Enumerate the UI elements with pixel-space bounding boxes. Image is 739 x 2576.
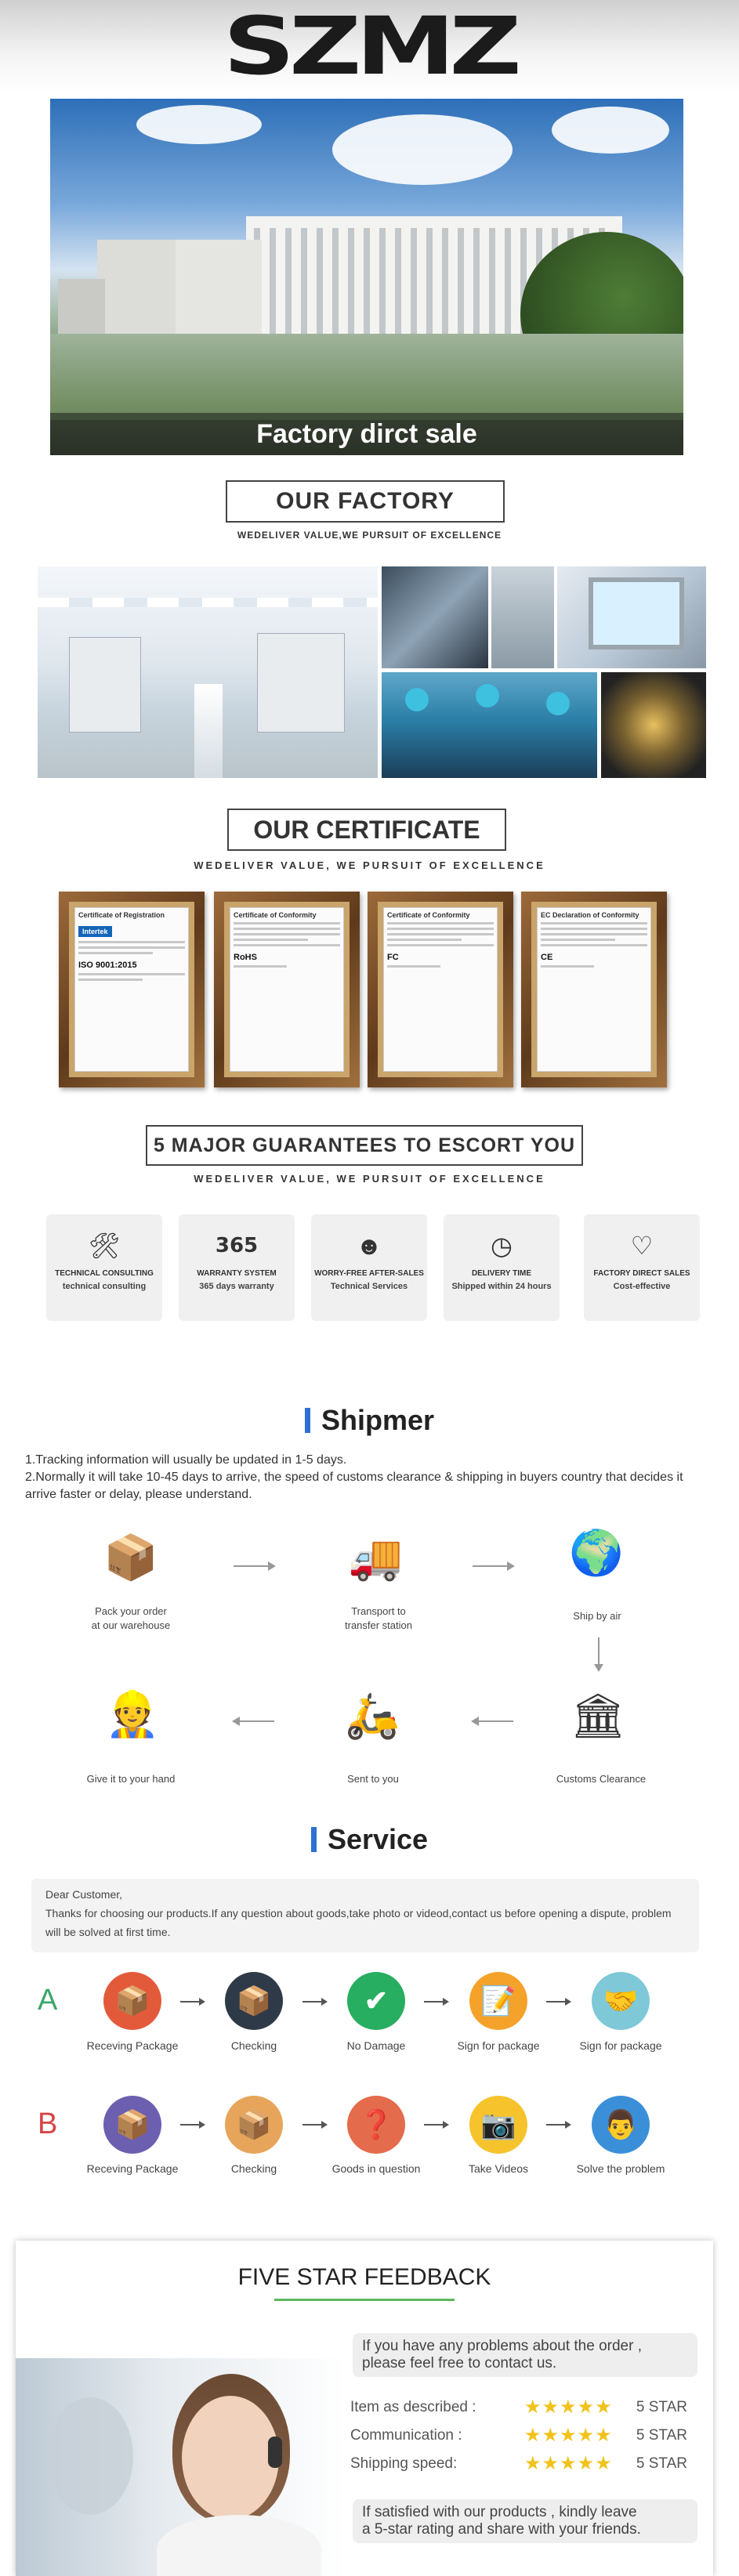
factory-photo-workers xyxy=(382,672,597,778)
shipment-note-1: 1.Tracking information will usually be updated in 1-5 days. xyxy=(25,1453,347,1467)
guarantees-title: 5 MAJOR GUARANTEES TO ESCORT YOU xyxy=(146,1125,583,1166)
service-title: Service xyxy=(327,1823,429,1855)
delivery-clock-icon: ◷ xyxy=(491,1232,513,1260)
arrow-left-icon xyxy=(473,1720,513,1722)
guarantee-detail: Cost-effective xyxy=(613,1282,671,1291)
certificate-frame-fcc xyxy=(368,892,513,1087)
arrow-right-icon xyxy=(473,1565,513,1567)
factory-photo-floor xyxy=(38,566,378,778)
rating-value: 5 STAR xyxy=(636,2455,687,2472)
factory-subtitle: WEDELIVER VALUE,WE PURSUIT OF EXCELLENCE xyxy=(237,530,502,541)
guarantee-heading: WARRANTY SYSTEM xyxy=(197,1269,277,1278)
arrow-right-icon xyxy=(234,1565,274,1567)
certificate-code: ISO 9001:2015 xyxy=(78,961,137,970)
guarantee-detail: 365 days warranty xyxy=(199,1282,274,1291)
header-banner xyxy=(0,0,739,92)
service-step-label: Receving Package xyxy=(86,2162,179,2175)
certificate-heading: Certificate of Conformity xyxy=(234,911,317,919)
rohs-mark: RoHS xyxy=(234,953,257,962)
arrow-right-icon xyxy=(302,2124,326,2126)
feedback-title: FIVE STAR FEEDBACK xyxy=(237,2264,491,2290)
ce-mark: CE xyxy=(541,953,553,962)
arrow-right-icon xyxy=(180,2001,204,2003)
guarantee-detail: Technical Services xyxy=(330,1282,408,1291)
rating-label: Item as described : xyxy=(350,2399,476,2415)
arrow-right-icon xyxy=(180,2124,204,2126)
intertek-logo: Intertek xyxy=(78,926,112,937)
courier-box-icon: 👷 xyxy=(105,1689,160,1738)
certificate-frame-rohs xyxy=(214,892,360,1087)
arrow-right-icon xyxy=(302,2001,326,2003)
service-greeting: Dear Customer, xyxy=(45,1888,123,1901)
service-message: Thanks for choosing our products.If any question about goods,take photo or videod,contact us before opening a dispute, problem will be solved at first time. xyxy=(45,1907,672,1938)
guarantee-card-delivery xyxy=(444,1214,560,1321)
rating-value: 5 STAR xyxy=(636,2427,687,2444)
number-icon: 365 xyxy=(215,1234,259,1257)
feedback-panel xyxy=(16,2241,713,2576)
certificate-heading: EC Declaration of Conformity xyxy=(541,911,639,919)
arrow-right-icon xyxy=(424,2124,447,2126)
service-step-label: Take Videos xyxy=(468,2162,528,2175)
fcc-mark: FC xyxy=(387,953,399,962)
guarantee-detail: Shipped within 24 hours xyxy=(451,1282,552,1291)
open-box-icon: 📦 xyxy=(225,1972,283,2030)
shipment-step-hand xyxy=(53,1772,209,1786)
certificate-title: OUR CERTIFICATE xyxy=(227,809,506,851)
support-person-icon: 👨 xyxy=(592,2096,650,2154)
package-icon: 📦 xyxy=(103,1532,158,1582)
star-rating-icon: ★★★★★ xyxy=(524,2425,613,2446)
guarantee-detail: technical consulting xyxy=(62,1282,147,1291)
question-box-icon: ❓ xyxy=(347,2096,405,2154)
factory-photo-components xyxy=(601,672,706,778)
arrow-right-icon xyxy=(424,2001,447,2003)
step-label: Give it to your hand xyxy=(86,1773,176,1785)
handshake-heart-icon: ♡ xyxy=(630,1232,654,1260)
service-step-label: Checking xyxy=(230,2162,277,2175)
row-b-label: B xyxy=(38,2107,58,2140)
shipment-step-pack xyxy=(53,1605,209,1633)
arrow-right-icon xyxy=(546,2124,570,2126)
rating-value: 5 STAR xyxy=(636,2399,687,2415)
globe-plane-icon: 🌍 xyxy=(569,1528,624,1577)
shipment-heading xyxy=(0,1404,739,1437)
box-icon: 📦 xyxy=(103,2096,161,2154)
delivery-scooter-icon: 🛵 xyxy=(345,1691,400,1740)
feedback-underline xyxy=(274,2299,455,2301)
step-label: Pack your order at our warehouse xyxy=(91,1605,171,1631)
row-a-label: A xyxy=(38,1984,58,2017)
shipment-title: Shipmer xyxy=(321,1404,435,1436)
certificate-frame-registration xyxy=(59,892,205,1087)
service-step-label: No Damage xyxy=(346,2039,406,2052)
open-box-icon: 📦 xyxy=(225,2096,283,2154)
rating-label: Communication : xyxy=(350,2427,462,2444)
service-step-label: Goods in question xyxy=(331,2162,421,2175)
tools-icon: 🛠 xyxy=(88,1232,121,1260)
support-agent-photo xyxy=(16,2358,345,2576)
step-label: Sent to you xyxy=(347,1773,399,1785)
shipment-step-transport xyxy=(300,1605,457,1633)
factory-hero-image xyxy=(50,99,683,455)
star-rating-icon: ★★★★★ xyxy=(524,2453,613,2474)
shipment-step-air xyxy=(519,1609,676,1623)
rating-row-item xyxy=(350,2396,695,2419)
customs-building-icon: 🏛 xyxy=(570,1691,626,1740)
step-label: Ship by air xyxy=(573,1610,621,1622)
rating-row-communication xyxy=(350,2424,695,2448)
guarantee-card-technical xyxy=(46,1214,162,1321)
certificate-subtitle: WEDELIVER VALUE, WE PURSUIT OF EXCELLENCE xyxy=(194,859,545,871)
arrow-left-icon xyxy=(234,1720,274,1722)
service-message-box xyxy=(31,1879,699,1952)
factory-photo-machines xyxy=(382,566,488,668)
step-label: Customs Clearance xyxy=(556,1773,647,1785)
certificate-frame-ce xyxy=(521,892,667,1087)
service-step-label: Checking xyxy=(230,2039,277,2052)
guarantee-heading: DELIVERY TIME xyxy=(471,1269,532,1278)
star-rating-icon: ★★★★★ xyxy=(524,2397,613,2418)
shipment-step-customs xyxy=(523,1772,679,1786)
certificate-heading: Certificate of Conformity xyxy=(387,911,470,919)
arrow-right-icon xyxy=(546,2001,570,2003)
guarantee-heading: FACTORY DIRECT SALES xyxy=(593,1269,690,1278)
factory-photo-operator xyxy=(491,566,554,668)
factory-photo-screen xyxy=(557,566,706,668)
guarantee-card-direct-sales xyxy=(584,1214,700,1321)
rating-label: Shipping speed: xyxy=(350,2455,458,2472)
guarantee-heading: TECHNICAL CONSULTING xyxy=(55,1269,154,1278)
hero-caption: Factory dirct sale xyxy=(50,413,683,455)
rating-row-shipping xyxy=(350,2452,695,2476)
guarantee-card-after-sales xyxy=(311,1214,427,1321)
shipment-note-2: 2.Normally it will take 10-45 days to arrive, the speed of customs clearance & shipping in buyers country that decides it arrive faster or delay, please understand. xyxy=(25,1471,683,1501)
shipment-step-sent xyxy=(295,1772,451,1786)
arrow-down-icon xyxy=(598,1637,600,1670)
certificate-heading: Certificate of Registration xyxy=(78,911,165,919)
support-agent-icon: ☻ xyxy=(356,1232,382,1260)
contact-bubble: If you have any problems about the order , please feel free to contact us. xyxy=(353,2333,697,2377)
service-step-label: Sign for package xyxy=(579,2039,662,2052)
sign-icon: 📝 xyxy=(469,1972,527,2030)
closing-bubble: If satisfied with our products , kindly leave a 5-star rating and share with your friends. xyxy=(353,2499,697,2543)
camera-icon: 📷 xyxy=(469,2096,527,2154)
brand-logo: SZMZ xyxy=(223,0,516,93)
guarantee-card-warranty xyxy=(179,1214,295,1321)
handshake-icon: 🤝 xyxy=(592,1972,650,2030)
service-step-label: Solve the problem xyxy=(576,2162,665,2175)
factory-title: OUR FACTORY xyxy=(226,480,505,523)
service-step-label: Sign for package xyxy=(457,2039,540,2052)
service-step-label: Receving Package xyxy=(86,2039,179,2052)
guarantee-heading: WORRY-FREE AFTER-SALES xyxy=(314,1269,424,1278)
step-label: Transport to transfer station xyxy=(345,1605,412,1631)
service-heading xyxy=(0,1823,739,1856)
truck-24h-icon: 🚚 xyxy=(348,1532,403,1582)
box-icon: 📦 xyxy=(103,1972,161,2030)
check-icon: ✔ xyxy=(347,1972,405,2030)
guarantees-subtitle: WEDELIVER VALUE, WE PURSUIT OF EXCELLENCE xyxy=(194,1173,545,1185)
